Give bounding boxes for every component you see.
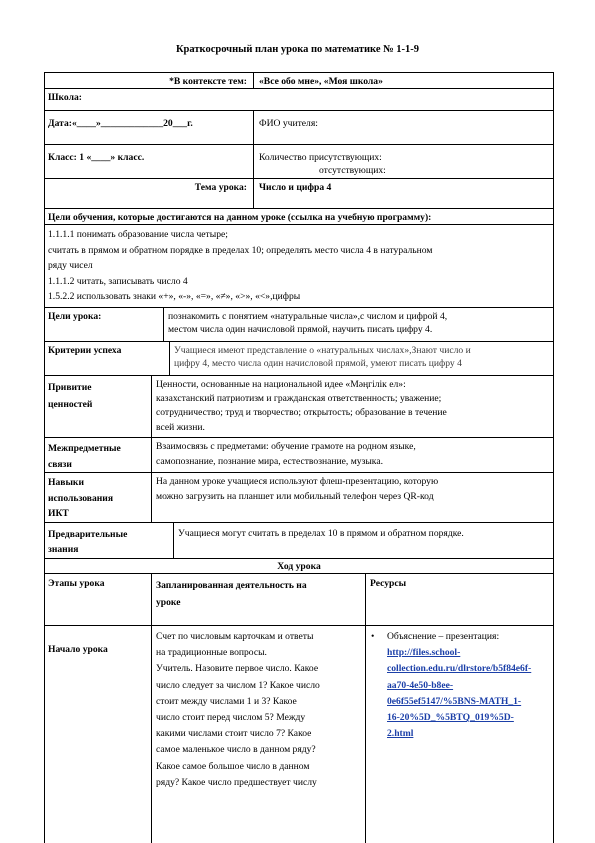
resource-link[interactable]: http://files.school- xyxy=(387,647,461,659)
class-row xyxy=(45,145,553,179)
column-planned: Запланированная деятельность на уроке xyxy=(156,580,307,608)
absent-field: отсутствующих: xyxy=(319,165,386,177)
interdisciplinary-text: Взаимосвязь с предметами: обучение грамоте на родном языке, самопознание, познание мира, естествознание, музыка. xyxy=(156,441,416,467)
column-resources: Ресурсы xyxy=(370,578,407,589)
lesson-goals-text: познакомить с понятием «натуральные числа»,с числом и цифрой 4, местом числа один начисловой прямой, научить писать цифру 4. xyxy=(168,311,448,336)
goals-list xyxy=(45,225,553,307)
topic-value: Число и цифра 4 xyxy=(259,182,332,193)
ict-row xyxy=(45,473,553,523)
start-resources xyxy=(365,626,553,843)
topic-row xyxy=(45,179,553,209)
goals-row xyxy=(45,225,553,308)
values-text: Ценности, основанные на национальной идее «Мәңгілік ел»: казахстанский патриотизм и гражданская ответственность; уважение; сотрудничество; труд и творчество; открытость; образование в течение всей жизни. xyxy=(156,379,447,433)
lesson-plan-table xyxy=(44,72,554,843)
goal-line: 1.1.1.2 читать, записывать число 4 xyxy=(48,275,188,287)
context-value: «Все обо мне», «Моя школа» xyxy=(259,76,383,87)
success-label: Критерии успеха xyxy=(48,345,122,356)
goal-line: 1.1.1.1 понимать образование числа четыре; xyxy=(48,229,228,240)
class-field: Класс: 1 «____» класс. xyxy=(48,152,145,163)
start-stage: Начало урока xyxy=(48,644,108,655)
ict-text: На данном уроке учащиеся используют флеш-презентацию, которую можно загрузить на планшет или мобильный телефон через QR-код xyxy=(156,476,439,502)
school-row xyxy=(45,89,553,111)
columns-row xyxy=(45,574,553,626)
start-activity: Счет по числовым карточкам и ответы на традиционные вопросы. Учитель. Назовите первое число. Какое число следует за числом 1? Какое число стоит между числами 1 и 3? Какое число стоит перед числом 5? Между какими числами стоит число 7? Какое самое маленькое число в данном ряду? Какое самое большое число в данном ряду? Какое число предшествует числу xyxy=(156,631,320,788)
course-header: Ход урока xyxy=(277,561,321,572)
column-stages: Этапы урока xyxy=(48,578,105,589)
lesson-goals-row xyxy=(45,308,553,342)
goal-line: 1.5.2.2 использовать знаки «+», «-», «=», «≠», «>», «<»,цифры xyxy=(48,291,301,303)
document-title: Краткосрочный план урока по математике № 1-1-9 xyxy=(175,44,420,55)
prior-row xyxy=(45,523,553,559)
goal-line: ряду чисел xyxy=(48,260,93,272)
resource-label: Объяснение – презентация: xyxy=(387,631,500,642)
date-field: Дата:«____»_____________20___г. xyxy=(48,118,193,129)
present-field: Количество присутствующих: xyxy=(259,152,382,163)
context-label: *В контексте тем: xyxy=(169,76,247,87)
topic-label: Тема урока: xyxy=(194,182,247,193)
resource-link[interactable]: collection.edu.ru/dlrstore/b5f84e6f- xyxy=(387,663,532,675)
lesson-goals-label: Цели урока: xyxy=(48,311,102,322)
bullet-icon: • xyxy=(371,631,375,642)
interdisciplinary-label: Межпредметные связи xyxy=(48,443,121,470)
context-row xyxy=(45,73,553,89)
interdisciplinary-row xyxy=(45,438,553,473)
resource-link[interactable]: aa70-4e50-b8ee- xyxy=(387,679,454,691)
start-row xyxy=(45,626,553,843)
course-header-row xyxy=(45,559,553,574)
school-label: Школа: xyxy=(48,92,82,103)
goals-header: Цели обучения, которые достигаются на данном уроке (ссылка на учебную программу): xyxy=(48,212,432,223)
resource-link[interactable]: 0e6f55ef5147/%5BNS-MATH_1- xyxy=(387,695,522,707)
resource-link[interactable]: 2.html xyxy=(387,728,414,740)
resource-link[interactable]: 16-20%5D_%5BTQ_019%5D- xyxy=(387,712,514,724)
date-row xyxy=(45,111,553,145)
goal-line: считать в прямом и обратном порядке в пределах 10; определять место числа 4 в натуральном xyxy=(48,244,433,256)
success-text: Учащиеся имеют представление о «натуральных числах»,Знают число и цифру 4, место числа один начисловой прямой, умеют писать цифру 4 xyxy=(174,345,471,370)
values-row xyxy=(45,376,553,438)
success-row xyxy=(45,342,553,376)
attendance-cell xyxy=(253,145,553,178)
prior-text: Учащиеся могут считать в пределах 10 в прямом и обратном порядке. xyxy=(178,528,464,539)
ict-label: Навыки использования ИКТ xyxy=(48,477,114,519)
teacher-field: ФИО учителя: xyxy=(259,118,318,129)
values-label: Привитие ценностей xyxy=(48,382,93,410)
prior-label: Предварительные знания xyxy=(48,529,128,555)
goals-header-row xyxy=(45,209,553,225)
